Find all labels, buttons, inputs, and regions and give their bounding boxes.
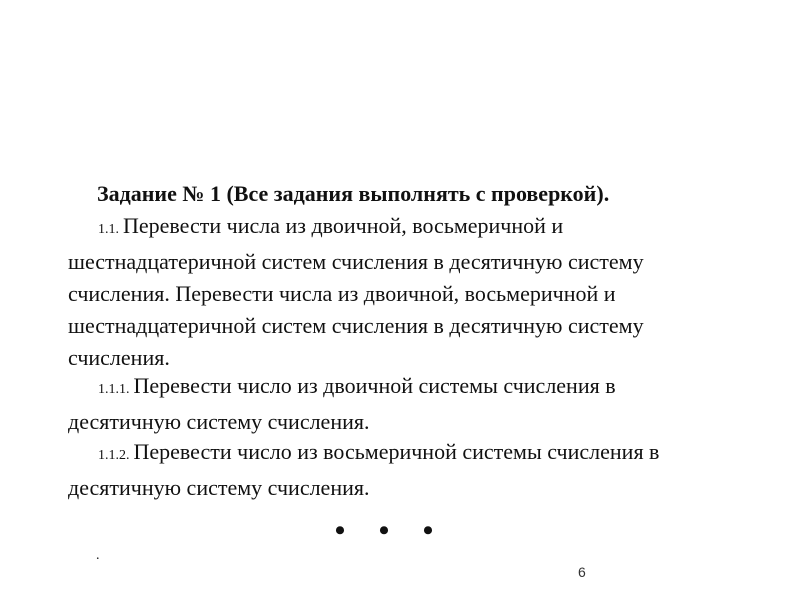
page-number: 6 xyxy=(578,564,586,580)
ellipsis-dot: • xyxy=(378,514,390,547)
item-text: Перевести числа из двоичной, восьмеричной и шестнадцатеричной систем счисления в десятичную систему счисления. Перевести числа из двоичной, восьмеричной и шестнадцатеричной систем счисления в десятичную систему счисления. xyxy=(68,213,644,370)
item-text: Перевести число из двоичной системы счисления в десятичную систему счисления. xyxy=(68,373,616,434)
footer-dot: . xyxy=(96,548,100,563)
ellipsis-dot: • xyxy=(422,514,434,547)
item-number: 1.1.1. xyxy=(98,382,130,397)
item-text: Перевести число из восьмеричной системы счисления в десятичную систему счисления. xyxy=(68,439,660,500)
item-number: 1.1.2. xyxy=(98,448,130,463)
ellipsis-dots xyxy=(318,516,450,546)
ellipsis-dot: • xyxy=(334,514,346,547)
task-heading: Задание № 1 (Все задания выполнять с проверкой). xyxy=(97,181,610,206)
task-item-1-1-2 xyxy=(68,436,728,504)
item-number: 1.1. xyxy=(98,222,119,237)
task-item-1-1 xyxy=(68,210,728,374)
task-item-1-1-1 xyxy=(68,370,728,438)
